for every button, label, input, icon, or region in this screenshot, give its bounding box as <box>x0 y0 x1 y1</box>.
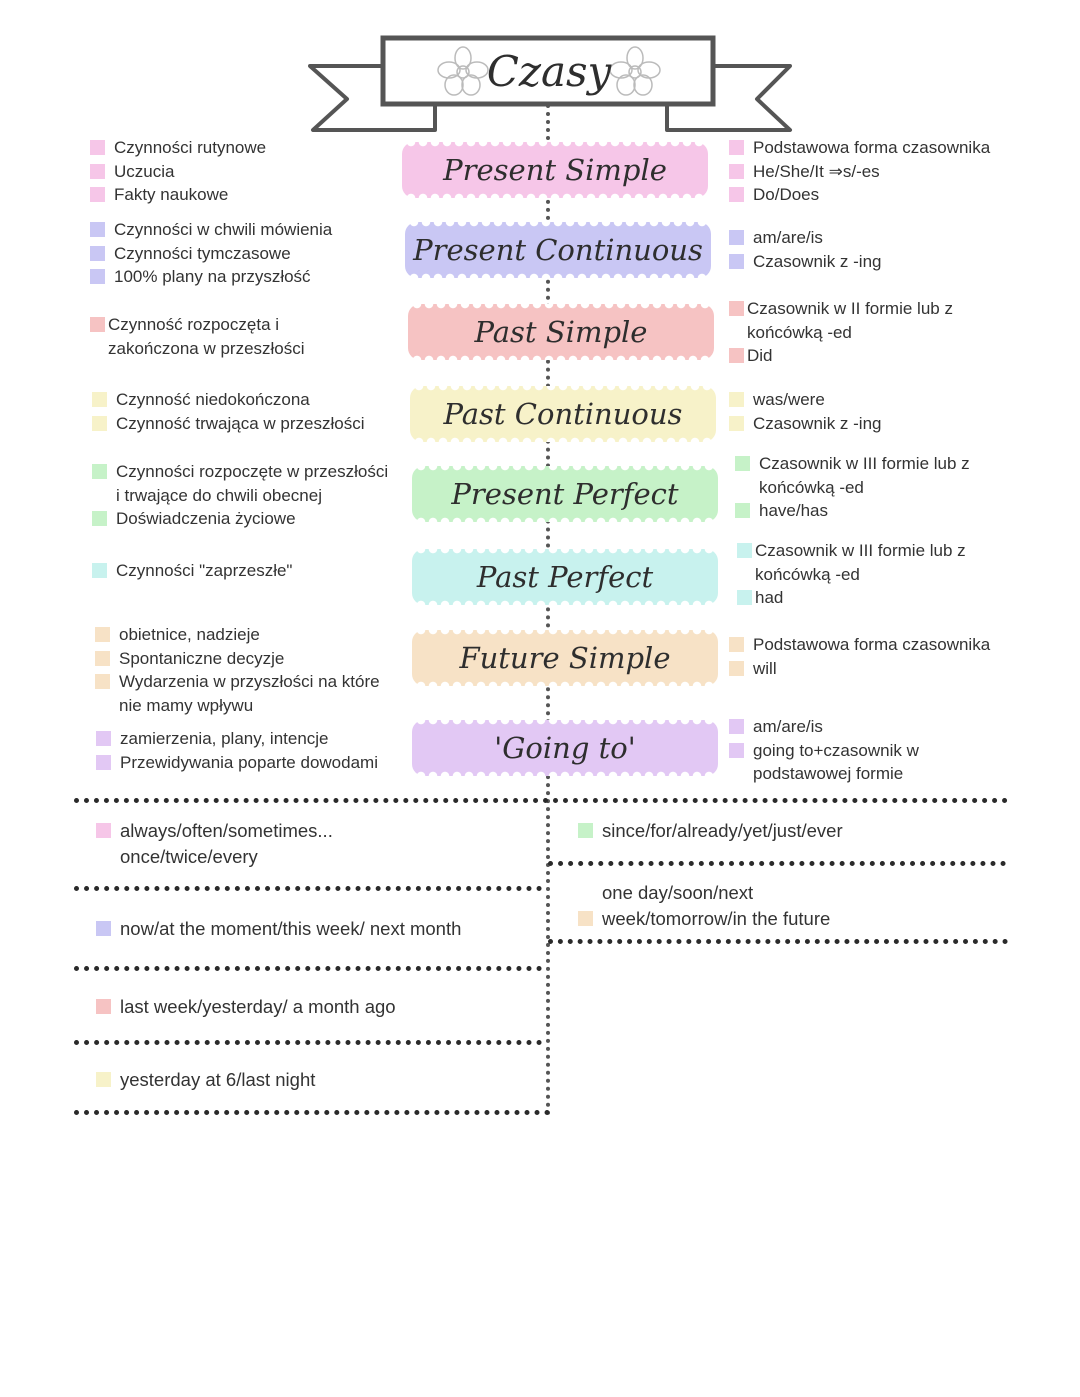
usage-text: 100% plany na przyszłość <box>114 267 311 286</box>
form-item <box>729 344 953 368</box>
keyword-text: now/at the moment/this week/ next month <box>120 918 462 939</box>
tense-past-perfect: Past Perfect <box>412 549 718 605</box>
color-marker <box>92 563 107 578</box>
color-marker <box>578 911 593 926</box>
tense-going-to: 'Going to' <box>412 720 718 776</box>
form-present-perfect <box>735 452 970 523</box>
keyword-line <box>578 906 830 932</box>
usage-item <box>95 623 380 647</box>
color-marker <box>90 269 105 284</box>
usage-item <box>92 507 388 531</box>
usage-text: Uczucia <box>114 161 175 181</box>
usage-text: nie mamy wpływu <box>119 695 254 715</box>
form-item <box>729 739 919 763</box>
usage-item <box>92 412 364 436</box>
separator-line <box>74 1040 542 1045</box>
color-marker <box>95 674 110 689</box>
form-present-continuous <box>729 226 882 273</box>
color-marker <box>90 164 105 179</box>
color-marker <box>90 140 105 155</box>
keyword-line <box>96 844 333 870</box>
form-item <box>737 563 966 587</box>
form-past-simple <box>729 297 953 368</box>
usage-item <box>95 670 380 694</box>
keyword-line <box>96 994 396 1020</box>
form-item <box>729 412 882 436</box>
form-text: Czasownik w II formie lub z <box>747 299 953 318</box>
color-marker <box>95 651 110 666</box>
usage-text: zamierzenia, plany, intencje <box>120 729 329 748</box>
separator-line <box>74 798 1008 803</box>
form-text: Podstawowa forma czasownika <box>753 138 991 157</box>
color-marker <box>90 222 105 237</box>
usage-text: Czynności tymczasowe <box>114 243 291 263</box>
usage-text: Czynność rozpoczęta i <box>108 315 280 334</box>
usage-item <box>90 218 332 242</box>
form-item <box>735 499 970 523</box>
usage-present-continuous <box>90 218 332 289</box>
form-item <box>729 388 882 412</box>
separator-line <box>74 886 542 891</box>
keywords-future <box>578 880 830 932</box>
usage-text: Czynności "zaprzeszłe" <box>116 561 293 580</box>
usage-text: Czynności rozpoczęte w przeszłości <box>116 462 389 481</box>
color-marker <box>729 301 744 316</box>
keyword-text: one day/soon/next <box>602 882 754 903</box>
usage-text: Fakty naukowe <box>114 185 229 204</box>
form-text: have/has <box>759 501 828 520</box>
color-marker <box>96 731 111 746</box>
keyword-text: week/tomorrow/in the future <box>602 908 831 929</box>
usage-item <box>95 647 380 671</box>
usage-item <box>90 313 305 337</box>
usage-present-perfect <box>92 460 388 531</box>
usage-past-perfect <box>92 559 292 583</box>
form-text: Czasownik w III formie lub z <box>755 541 966 560</box>
color-marker <box>96 755 111 770</box>
color-marker <box>729 230 744 245</box>
color-marker <box>96 999 111 1014</box>
keyword-text: since/for/already/yet/just/ever <box>602 820 843 841</box>
form-item <box>729 321 953 345</box>
color-marker <box>729 392 744 407</box>
color-marker <box>92 464 107 479</box>
usage-item <box>92 484 388 508</box>
color-marker <box>90 187 105 202</box>
usage-item <box>92 460 388 484</box>
color-marker <box>729 637 744 652</box>
color-marker <box>90 246 105 261</box>
keyword-text: once/twice/every <box>120 846 258 867</box>
usage-text: Przewidywania poparte dowodami <box>120 752 378 772</box>
color-marker <box>729 164 744 179</box>
keyword-line <box>578 880 830 906</box>
separator-line <box>548 939 1008 944</box>
page-title: Czasy <box>486 46 612 96</box>
form-text: Czasownik z -ing <box>753 251 882 271</box>
form-text: Do/Does <box>753 185 820 204</box>
color-marker <box>92 392 107 407</box>
usage-text: Doświadczenia życiowe <box>116 509 296 528</box>
usage-item <box>92 388 364 412</box>
form-text: podstawowej formie <box>753 764 904 783</box>
tense-past-continuous: Past Continuous <box>410 386 716 442</box>
usage-item <box>90 337 305 361</box>
keywords-present-perfect <box>578 818 843 844</box>
color-marker <box>95 627 110 642</box>
form-text: końcówką -ed <box>759 477 864 497</box>
keywords-past-continuous <box>96 1067 315 1093</box>
form-item <box>729 183 990 207</box>
form-item <box>729 250 882 274</box>
keyword-text: last week/yesterday/ a month ago <box>120 996 396 1017</box>
form-item <box>729 226 882 250</box>
color-marker <box>729 140 744 155</box>
form-future-simple <box>729 633 990 680</box>
usage-text: i trwające do chwili obecnej <box>116 485 322 505</box>
usage-item <box>96 751 378 775</box>
usage-text: Czynność trwająca w przeszłości <box>116 413 365 433</box>
usage-text: zakończona w przeszłości <box>108 338 305 358</box>
usage-text: Wydarzenia w przyszłości na które <box>119 672 380 691</box>
color-marker <box>737 543 752 558</box>
form-present-simple <box>729 136 990 207</box>
form-item <box>729 136 990 160</box>
form-item <box>735 476 970 500</box>
separator-line <box>74 966 542 971</box>
color-marker <box>92 511 107 526</box>
keywords-present-continuous <box>96 916 461 942</box>
usage-going-to <box>96 727 378 774</box>
form-item <box>729 633 990 657</box>
keyword-text: always/often/sometimes... <box>120 820 333 841</box>
color-marker <box>729 661 744 676</box>
form-item <box>729 657 990 681</box>
form-item <box>737 539 966 563</box>
color-marker <box>578 823 593 838</box>
form-item <box>735 452 970 476</box>
form-past-continuous <box>729 388 882 435</box>
color-marker <box>735 503 750 518</box>
keyword-line <box>96 1067 315 1093</box>
form-item <box>729 160 990 184</box>
form-text: końcówką -ed <box>755 564 860 584</box>
color-marker <box>729 416 744 431</box>
form-text: am/are/is <box>753 228 823 247</box>
usage-item <box>95 694 380 718</box>
color-marker <box>735 456 750 471</box>
tense-future-simple: Future Simple <box>412 630 718 686</box>
usage-past-simple <box>90 313 305 360</box>
color-marker <box>729 187 744 202</box>
form-text: had <box>755 588 784 607</box>
tense-present-continuous: Present Continuous <box>405 222 711 278</box>
usage-text: Spontaniczne decyzje <box>119 648 285 668</box>
form-going-to <box>729 715 919 786</box>
usage-present-simple <box>90 136 266 207</box>
usage-item <box>96 727 378 751</box>
tense-present-perfect: Present Perfect <box>412 466 718 522</box>
form-text: He/She/It ⇒s/-es <box>753 161 880 181</box>
usage-item <box>90 265 332 289</box>
keyword-line <box>578 818 843 844</box>
form-item <box>729 297 953 321</box>
color-marker <box>92 416 107 431</box>
separator-line <box>548 861 1006 866</box>
usage-text: Czynności rutynowe <box>114 138 267 157</box>
usage-item <box>90 242 332 266</box>
tense-past-simple: Past Simple <box>408 304 714 360</box>
usage-text: Czynności w chwili mówienia <box>114 220 333 239</box>
form-past-perfect <box>737 539 966 610</box>
usage-item <box>90 136 266 160</box>
form-text: Podstawowa forma czasownika <box>753 635 991 654</box>
keywords-present-simple <box>96 818 333 870</box>
form-text: will <box>753 658 777 678</box>
separator-line <box>74 1110 550 1115</box>
color-marker <box>90 317 105 332</box>
form-item <box>737 586 966 610</box>
usage-text: obietnice, nadzieje <box>119 625 260 644</box>
usage-future-simple <box>95 623 380 717</box>
form-text: going to+czasownik w <box>753 740 919 760</box>
color-marker <box>729 348 744 363</box>
keyword-line <box>96 916 461 942</box>
keyword-line <box>96 818 333 844</box>
usage-text: Czynność niedokończona <box>116 390 310 409</box>
form-item <box>729 762 919 786</box>
color-marker <box>96 823 111 838</box>
form-text: was/were <box>753 390 825 409</box>
color-marker <box>729 743 744 758</box>
tense-present-simple: Present Simple <box>402 142 708 198</box>
form-text: Czasownik w III formie lub z <box>759 454 970 473</box>
color-marker <box>96 1072 111 1087</box>
form-text: Czasownik z -ing <box>753 413 882 433</box>
color-marker <box>729 719 744 734</box>
form-text: końcówką -ed <box>747 322 852 342</box>
usage-past-continuous <box>92 388 364 435</box>
form-text: Did <box>747 346 773 365</box>
usage-item <box>90 183 266 207</box>
form-text: am/are/is <box>753 717 823 736</box>
color-marker <box>737 590 752 605</box>
form-item <box>729 715 919 739</box>
color-marker <box>96 921 111 936</box>
usage-item <box>92 559 292 583</box>
keywords-past-simple <box>96 994 396 1020</box>
usage-item <box>90 160 266 184</box>
color-marker <box>729 254 744 269</box>
keyword-text: yesterday at 6/last night <box>120 1069 316 1090</box>
